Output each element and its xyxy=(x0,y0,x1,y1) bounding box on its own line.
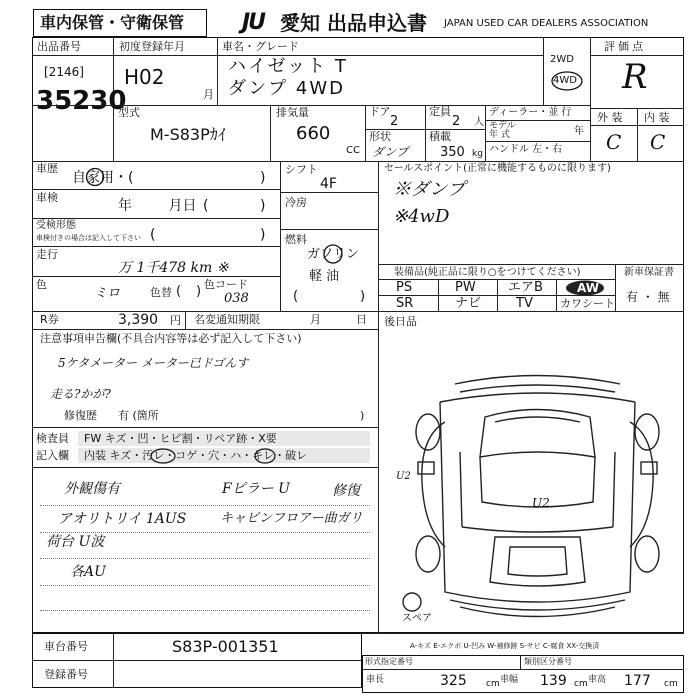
car-name-label: 車名・グレード xyxy=(222,40,299,53)
fuel-paren-open: ( xyxy=(293,289,299,304)
remarks-line2: アオリトリイ 1AUS xyxy=(58,511,187,527)
width-unit: cm xyxy=(574,679,588,689)
length-label: 車長 xyxy=(366,675,385,685)
reception-label: 受検形態 xyxy=(36,220,76,231)
remarks-line1: 外観傷有 xyxy=(64,481,120,497)
car-name-line2: ダンプ 4WD xyxy=(228,78,346,99)
color-paren-close: ) xyxy=(196,284,202,299)
exterior-label: 外 装 xyxy=(597,111,623,124)
reception-paren-open: ( xyxy=(150,227,156,243)
diagram-note-u2-center: U2 xyxy=(532,496,550,510)
equipment-leather-seat: カワシート xyxy=(560,297,615,310)
recycle-value: 3,390 xyxy=(118,312,159,328)
capacity-label: 定員 xyxy=(429,105,451,118)
grade-score: R xyxy=(622,57,648,97)
equipment-airbag: エアB xyxy=(508,280,543,295)
ac-label: 冷房 xyxy=(285,196,307,209)
grade-label: 評価点 xyxy=(604,40,646,53)
name-change-label: 名変通知期限 xyxy=(194,313,260,326)
model-year-label1: モデル xyxy=(489,121,516,131)
damage-legend: A-キズ E-エクボ U-凹み W-補修跡 S-サビ C-腐食 XX-交換済 xyxy=(410,642,600,650)
capacity-value: 2 xyxy=(452,114,461,129)
shift-value: 4F xyxy=(320,176,337,192)
mileage-label: 走行 xyxy=(36,248,58,261)
capacity-unit: 人 xyxy=(474,117,484,128)
warranty-label: 新車保証書 xyxy=(624,267,674,278)
reg-number-label: 登録番号 xyxy=(44,668,88,681)
inspector-label1: 検査員 xyxy=(36,432,69,445)
model-value: M-S83Pｶｲ xyxy=(150,125,226,144)
name-change-day: 日 xyxy=(356,313,367,326)
sales-point-line2: ※4wD xyxy=(393,206,450,227)
interior-grade: C xyxy=(650,130,666,154)
notes-line2: 走る?かが? xyxy=(50,387,111,401)
reception-sub: 車検付きの場合は記入して下さい xyxy=(36,234,141,242)
inspection-paren-open: ( xyxy=(203,198,209,214)
lot-label: 出品番号 xyxy=(37,40,81,53)
inspector-label2: 記入欄 xyxy=(36,449,69,462)
length-unit: cm xyxy=(486,679,500,689)
fuel-paren-close: ) xyxy=(360,289,366,304)
inspector-circles xyxy=(145,446,285,466)
ju-logo: JU xyxy=(242,10,265,35)
displacement-unit: CC xyxy=(346,145,360,156)
registration-value: H02 xyxy=(124,65,165,89)
remarks-right2: 修復 xyxy=(332,483,360,499)
equipment-tv: TV xyxy=(516,296,533,311)
model-year-unit: 年 xyxy=(574,126,584,137)
width-label: 車幅 xyxy=(500,675,519,685)
drive-2wd: 2WD xyxy=(550,54,574,65)
inspection-paren-close: ) xyxy=(260,198,266,214)
repair-label: 修復歴 xyxy=(64,409,97,422)
history-label: 車歴 xyxy=(36,162,58,175)
equipment-aw: AW xyxy=(577,281,599,295)
equipment-label: 装備品(純正品に限り○をつけてください) xyxy=(394,267,581,278)
inspection-value: 年 月日 xyxy=(118,198,197,214)
drive-4wd: 4WD xyxy=(553,75,577,86)
inspector-interior-row: 内装 キズ・汚レ・コゲ・穴・ハ・キレ・破レ xyxy=(84,449,308,462)
load-value: 350 xyxy=(440,145,465,160)
sales-point-label: セールスポイント(正常に機能するものに限ります) xyxy=(384,163,611,174)
remarks-right3: キャビンフロアー曲ガリ xyxy=(220,511,363,526)
equipment-ps: PS xyxy=(396,280,413,295)
class-label: 類別区分番号 xyxy=(524,657,572,666)
association-name: JAPAN USED CAR DEALERS ASSOCIATION xyxy=(444,18,649,29)
interior-label: 内 装 xyxy=(644,111,670,124)
load-label: 積載 xyxy=(429,130,451,143)
vehicle-damage-diagram xyxy=(400,362,675,627)
shape-label: 形状 xyxy=(369,130,391,143)
equipment-navi: ナビ xyxy=(455,296,482,311)
shape-value: ダンプ xyxy=(372,145,409,159)
height-unit: cm xyxy=(664,679,678,689)
sales-point-line1: ※ダンプ xyxy=(393,179,466,200)
length-value: 325 xyxy=(440,673,467,689)
repair-close: ) xyxy=(360,409,365,422)
notes-label: 注意事項申告欄(不具合内容等は必ず記入して下さい) xyxy=(40,332,302,345)
doors-label: ドア xyxy=(369,105,391,118)
color-code: 038 xyxy=(224,291,249,306)
chassis-value: S83P-001351 xyxy=(172,637,279,656)
car-name-line1: ハイゼット T xyxy=(228,56,348,77)
history-close: ) xyxy=(260,170,266,186)
notes-line1: 5ケタメーター メーター已ドゴんす xyxy=(58,356,249,370)
mileage-value: 万 1千478 km ※ xyxy=(118,260,229,276)
shift-label: シフト xyxy=(285,163,318,176)
name-change-month: 月 xyxy=(310,313,321,326)
remarks-line3: 荷台 U波 xyxy=(46,534,105,550)
spec-label: 形式指定番号 xyxy=(365,657,413,666)
model-label: 型式 xyxy=(118,106,140,119)
handle-label: ハンドル 左・右 xyxy=(489,144,563,155)
dealer-label: ディーラー・並 行 xyxy=(489,107,572,118)
fuel-label: 燃料 xyxy=(285,233,307,246)
diagram-note-u2-left: U2 xyxy=(396,471,411,482)
equipment-sr: SR xyxy=(396,296,414,311)
remarks-line4: 各AU xyxy=(70,564,106,580)
inspection-label: 車検 xyxy=(36,191,58,204)
color-value: ミロ xyxy=(94,286,121,301)
color-paren-open: ( xyxy=(176,284,182,299)
height-value: 177 xyxy=(624,673,651,689)
fuel-gasoline: ガソリン xyxy=(307,247,360,262)
load-unit: kg xyxy=(472,149,483,159)
warranty-value: 有 ・ 無 xyxy=(626,290,670,304)
displacement-value: 660 xyxy=(296,123,331,144)
equipment-pw: PW xyxy=(455,280,476,295)
rear-label: 後日品 xyxy=(384,315,417,328)
color-label: 色 xyxy=(36,278,47,291)
color-change-label: 色替 xyxy=(150,286,172,299)
lot-bracket-number: [2146] xyxy=(44,65,84,79)
width-value: 139 xyxy=(540,673,567,689)
form-title: 愛知 出品申込書 xyxy=(280,11,427,35)
fuel-diesel: 軽 油 xyxy=(309,269,340,284)
model-year-label2: 年 式 xyxy=(489,130,510,140)
inspector-fw-row: FW キズ・凹・ヒビ割・リペア跡・X要 xyxy=(84,432,277,445)
exterior-grade: C xyxy=(606,130,622,154)
displacement-label: 排気量 xyxy=(276,106,309,119)
history-value: 自家用・( xyxy=(72,170,134,186)
registration-month-unit: 月 xyxy=(203,88,214,101)
reception-paren-close: ) xyxy=(260,227,266,243)
spare-label: スペア xyxy=(402,613,432,624)
remarks-right1: Fピラー U xyxy=(222,481,290,497)
recycle-label: R券 xyxy=(40,313,59,326)
lot-number: 35230 xyxy=(36,86,127,116)
fuel-circle xyxy=(322,243,344,265)
registration-label: 初度登録年月 xyxy=(119,40,185,53)
storage-label: 車内保管・守衛保管 xyxy=(40,13,185,32)
chassis-label: 車台番号 xyxy=(44,640,88,653)
color-code-label: 色コード xyxy=(204,278,248,291)
height-label: 車高 xyxy=(588,675,607,685)
doors-value: 2 xyxy=(390,114,399,129)
recycle-unit: 円 xyxy=(170,314,181,327)
repair-value: 有 (箇所 xyxy=(118,409,159,422)
